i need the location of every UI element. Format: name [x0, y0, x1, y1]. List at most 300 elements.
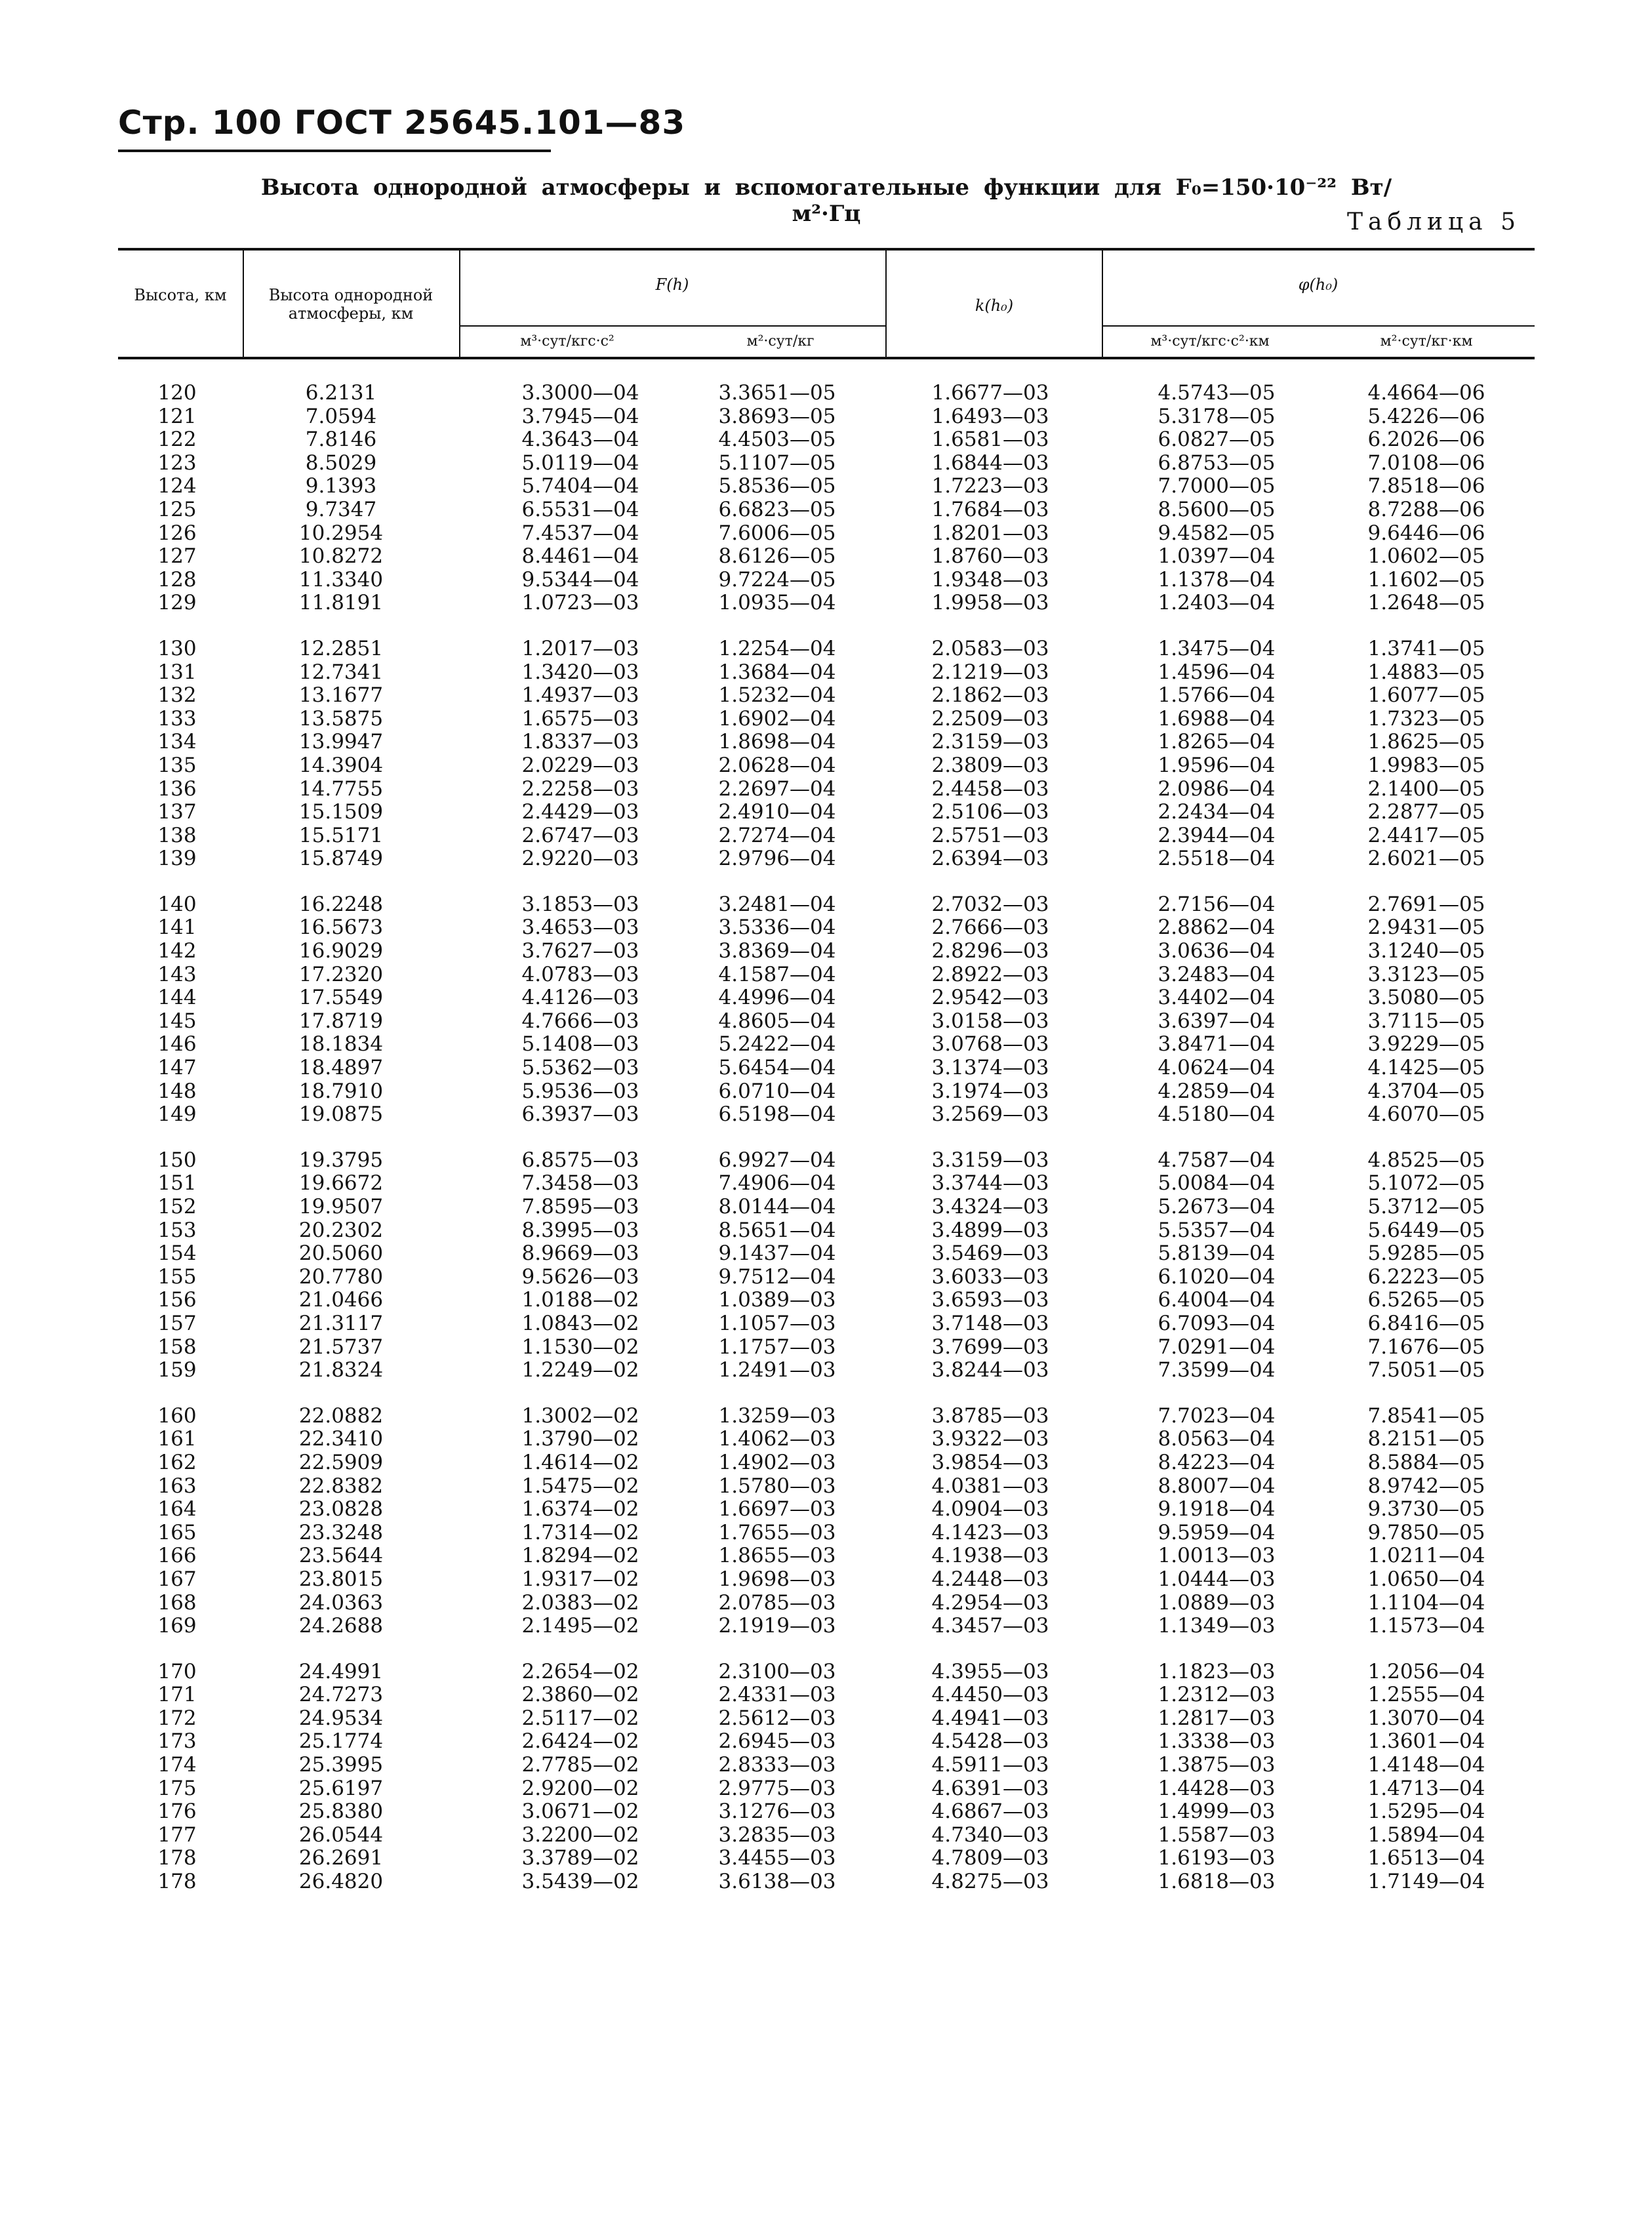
cell-homogeneous: 13.9947 — [298, 730, 384, 754]
cell-phi2: 1.4713—04 — [1367, 1776, 1485, 1800]
cell-height: 168 — [157, 1590, 197, 1615]
cell-f1: 1.0843—02 — [521, 1311, 639, 1335]
cell-height: 147 — [157, 1056, 197, 1080]
header-bottom-rule — [118, 357, 1535, 359]
cell-height: 159 — [157, 1358, 197, 1382]
cell-f1: 3.4653—03 — [521, 916, 639, 940]
cell-height: 123 — [157, 451, 197, 475]
cell-k: 4.5428—03 — [931, 1729, 1049, 1754]
cell-height: 129 — [157, 591, 197, 615]
cell-f1: 2.6424—02 — [521, 1729, 639, 1754]
cell-f2: 3.6138—03 — [718, 1870, 836, 1894]
table-row — [0, 1777, 1652, 1801]
table-row — [0, 963, 1652, 987]
cell-height: 127 — [157, 544, 197, 569]
subheader-rule-f — [459, 325, 885, 327]
table-row — [0, 498, 1652, 522]
cell-f2: 3.8693—05 — [718, 404, 836, 428]
cell-height: 121 — [157, 404, 197, 428]
cell-k: 4.1938—03 — [931, 1544, 1049, 1568]
cell-f2: 7.4906—04 — [718, 1171, 836, 1196]
cell-phi1: 9.1918—04 — [1158, 1497, 1276, 1521]
cell-k: 4.7809—03 — [931, 1846, 1049, 1870]
cell-phi1: 6.1020—04 — [1158, 1264, 1276, 1289]
cell-homogeneous: 19.3795 — [298, 1148, 384, 1172]
cell-phi2: 1.3741—05 — [1367, 636, 1485, 660]
cell-phi1: 1.0889—03 — [1158, 1590, 1276, 1615]
cell-phi2: 8.5884—05 — [1367, 1450, 1485, 1474]
table-row — [0, 637, 1652, 661]
cell-k: 4.4941—03 — [931, 1706, 1049, 1730]
cell-f1: 1.8337—03 — [521, 730, 639, 754]
cell-f2: 5.1107—05 — [718, 451, 836, 475]
cell-phi1: 1.9596—04 — [1158, 753, 1276, 777]
cell-phi2: 6.8416—05 — [1367, 1311, 1485, 1335]
table-row — [0, 1149, 1652, 1173]
cell-phi2: 4.6070—05 — [1367, 1102, 1485, 1127]
cell-homogeneous: 21.3117 — [298, 1311, 384, 1335]
cell-f2: 2.9775—03 — [718, 1776, 836, 1800]
cell-k: 4.1423—03 — [931, 1520, 1049, 1544]
cell-f2: 1.5780—03 — [718, 1474, 836, 1498]
cell-homogeneous: 16.9029 — [298, 939, 384, 963]
cell-height: 162 — [157, 1450, 197, 1474]
cell-k: 4.5911—03 — [931, 1753, 1049, 1777]
cell-height: 165 — [157, 1520, 197, 1544]
cell-f2: 1.6697—03 — [718, 1497, 836, 1521]
cell-phi2: 2.1400—05 — [1367, 776, 1485, 801]
cell-f2: 3.8369—04 — [718, 939, 836, 963]
cell-k: 4.3955—03 — [931, 1659, 1049, 1683]
cell-phi1: 9.4582—05 — [1158, 521, 1276, 545]
cell-phi1: 1.3475—04 — [1158, 636, 1276, 660]
cell-f1: 8.4461—04 — [521, 544, 639, 569]
cell-k: 1.8201—03 — [931, 521, 1049, 545]
table-row — [0, 1870, 1652, 1894]
cell-phi2: 8.2151—05 — [1367, 1427, 1485, 1451]
cell-f1: 1.0188—02 — [521, 1288, 639, 1312]
cell-phi2: 5.1072—05 — [1367, 1171, 1485, 1196]
cell-height: 166 — [157, 1544, 197, 1568]
cell-k: 2.5751—03 — [931, 823, 1049, 847]
cell-f2: 4.8605—04 — [718, 1009, 836, 1033]
cell-f1: 7.3458—03 — [521, 1171, 639, 1196]
cell-f1: 9.5626—03 — [521, 1264, 639, 1289]
cell-f2: 1.5232—04 — [718, 683, 836, 708]
cell-phi2: 1.2056—04 — [1367, 1659, 1485, 1683]
cell-f2: 2.4331—03 — [718, 1683, 836, 1707]
cell-k: 3.7148—03 — [931, 1311, 1049, 1335]
row-group — [0, 637, 1652, 871]
cell-f2: 9.1437—04 — [718, 1241, 836, 1266]
cell-f1: 3.1853—03 — [521, 892, 639, 916]
cell-k: 2.7032—03 — [931, 892, 1049, 916]
cell-homogeneous: 18.4897 — [298, 1056, 384, 1080]
cell-phi1: 2.2434—04 — [1158, 800, 1276, 824]
table-row — [0, 1336, 1652, 1359]
cell-height: 158 — [157, 1335, 197, 1359]
cell-f2: 1.4062—03 — [718, 1427, 836, 1451]
table-row — [0, 428, 1652, 452]
cell-homogeneous: 7.8146 — [305, 428, 377, 452]
cell-homogeneous: 8.5029 — [305, 451, 377, 475]
cell-phi1: 1.8265—04 — [1158, 730, 1276, 754]
table-row — [0, 1615, 1652, 1638]
cell-k: 3.1374—03 — [931, 1056, 1049, 1080]
table-row — [0, 1544, 1652, 1568]
cell-phi2: 2.4417—05 — [1367, 823, 1485, 847]
cell-f2: 6.6823—05 — [718, 497, 836, 521]
cell-f2: 3.4455—03 — [718, 1846, 836, 1870]
cell-phi2: 3.3123—05 — [1367, 962, 1485, 986]
cell-height: 175 — [157, 1776, 197, 1800]
cell-height: 172 — [157, 1706, 197, 1730]
cell-phi1: 3.4402—04 — [1158, 986, 1276, 1010]
cell-height: 153 — [157, 1218, 197, 1242]
cell-f1: 3.5439—02 — [521, 1870, 639, 1894]
cell-phi2: 5.4226—06 — [1367, 404, 1485, 428]
cell-phi2: 4.1425—05 — [1367, 1056, 1485, 1080]
cell-f1: 8.3995—03 — [521, 1218, 639, 1242]
cell-homogeneous: 21.8324 — [298, 1358, 384, 1382]
cell-phi1: 1.1378—04 — [1158, 567, 1276, 592]
cell-f2: 1.1757—03 — [718, 1335, 836, 1359]
cell-f2: 4.4996—04 — [718, 986, 836, 1010]
table-row — [0, 382, 1652, 405]
table-row — [0, 754, 1652, 778]
cell-height: 157 — [157, 1311, 197, 1335]
table-row — [0, 1475, 1652, 1499]
table-row — [0, 1428, 1652, 1451]
column-divider — [243, 249, 244, 357]
cell-phi2: 8.7288—06 — [1367, 497, 1485, 521]
table-row — [0, 940, 1652, 963]
cell-f2: 5.2422—04 — [718, 1032, 836, 1057]
cell-homogeneous: 17.5549 — [298, 986, 384, 1010]
table-row — [0, 569, 1652, 592]
cell-f2: 2.9796—04 — [718, 847, 836, 871]
cell-phi2: 1.2555—04 — [1367, 1683, 1485, 1707]
table-row — [0, 405, 1652, 429]
table-row — [0, 1800, 1652, 1824]
table-row — [0, 986, 1652, 1010]
table-title: Высота однородной атмосферы и вспомогательные функции для F₀=150·10⁻²² Вт/м²·Гц — [260, 174, 1392, 227]
cell-homogeneous: 22.5909 — [298, 1450, 384, 1474]
cell-f2: 2.8333—03 — [718, 1753, 836, 1777]
header-k: k(h₀) — [975, 296, 1014, 315]
page-header: Стр. 100 ГОСТ 25645.101—83 — [118, 104, 686, 142]
table-row — [0, 916, 1652, 940]
cell-phi2: 1.7149—04 — [1367, 1870, 1485, 1894]
cell-height: 148 — [157, 1079, 197, 1103]
cell-f2: 3.1276—03 — [718, 1800, 836, 1824]
cell-height: 124 — [157, 474, 197, 498]
cell-f2: 2.5612—03 — [718, 1706, 836, 1730]
cell-homogeneous: 7.0594 — [305, 404, 377, 428]
cell-f2: 3.3651—05 — [718, 381, 836, 405]
cell-phi2: 1.1573—04 — [1367, 1614, 1485, 1638]
cell-k: 3.8244—03 — [931, 1358, 1049, 1382]
cell-f2: 5.6454—04 — [718, 1056, 836, 1080]
cell-height: 161 — [157, 1427, 197, 1451]
cell-phi1: 3.2483—04 — [1158, 962, 1276, 986]
table-row — [0, 1847, 1652, 1870]
cell-f2: 1.2491—03 — [718, 1358, 836, 1382]
cell-f2: 1.2254—04 — [718, 636, 836, 660]
cell-phi2: 5.9285—05 — [1367, 1241, 1485, 1266]
cell-height: 143 — [157, 962, 197, 986]
cell-phi1: 4.7587—04 — [1158, 1148, 1276, 1172]
header-f: F(h) — [655, 275, 689, 294]
cell-k: 1.6581—03 — [931, 428, 1049, 452]
cell-phi2: 1.5894—04 — [1367, 1822, 1485, 1847]
cell-phi2: 5.3712—05 — [1367, 1195, 1485, 1218]
cell-f2: 1.8655—03 — [718, 1544, 836, 1568]
cell-k: 3.6593—03 — [931, 1288, 1049, 1312]
cell-f2: 2.7274—04 — [718, 823, 836, 847]
table-row — [0, 1103, 1652, 1127]
cell-homogeneous: 12.2851 — [298, 636, 384, 660]
cell-height: 160 — [157, 1403, 197, 1428]
header-f-unit1: м³·сут/кгс·с² — [520, 333, 614, 350]
cell-height: 156 — [157, 1288, 197, 1312]
cell-phi2: 1.6513—04 — [1367, 1846, 1485, 1870]
cell-phi1: 7.7000—05 — [1158, 474, 1276, 498]
cell-k: 4.4450—03 — [931, 1683, 1049, 1707]
cell-f1: 5.7404—04 — [521, 474, 639, 498]
cell-f2: 1.6902—04 — [718, 706, 836, 731]
cell-height: 138 — [157, 823, 197, 847]
cell-phi1: 7.0291—04 — [1158, 1335, 1276, 1359]
cell-homogeneous: 21.0466 — [298, 1288, 384, 1312]
cell-f2: 2.2697—04 — [718, 776, 836, 801]
cell-k: 3.4899—03 — [931, 1218, 1049, 1242]
cell-phi2: 1.3601—04 — [1367, 1729, 1485, 1754]
cell-f1: 1.1530—02 — [521, 1335, 639, 1359]
cell-phi1: 3.8471—04 — [1158, 1032, 1276, 1057]
cell-phi2: 9.6446—06 — [1367, 521, 1485, 545]
cell-k: 2.8922—03 — [931, 962, 1049, 986]
subheader-rule-phi — [1102, 325, 1535, 327]
cell-f1: 5.5362—03 — [521, 1056, 639, 1080]
cell-phi1: 1.0444—03 — [1158, 1567, 1276, 1591]
table-row — [0, 1196, 1652, 1219]
cell-f1: 1.4937—03 — [521, 683, 639, 708]
cell-k: 2.2509—03 — [931, 706, 1049, 731]
cell-height: 140 — [157, 892, 197, 916]
cell-phi1: 2.7156—04 — [1158, 892, 1276, 916]
cell-height: 171 — [157, 1683, 197, 1707]
cell-homogeneous: 22.3410 — [298, 1427, 384, 1451]
cell-k: 2.3159—03 — [931, 730, 1049, 754]
cell-phi1: 1.4999—03 — [1158, 1800, 1276, 1824]
cell-k: 2.0583—03 — [931, 636, 1049, 660]
cell-f1: 1.3420—03 — [521, 660, 639, 684]
cell-phi2: 9.7850—05 — [1367, 1520, 1485, 1544]
header-phi: φ(h₀) — [1298, 275, 1339, 294]
table-row — [0, 1405, 1652, 1428]
cell-k: 4.2448—03 — [931, 1567, 1049, 1591]
table-row — [0, 847, 1652, 871]
cell-f2: 1.0389—03 — [718, 1288, 836, 1312]
cell-k: 1.6844—03 — [931, 451, 1049, 475]
cell-height: 151 — [157, 1171, 197, 1196]
cell-phi1: 8.5600—05 — [1158, 497, 1276, 521]
cell-homogeneous: 26.4820 — [298, 1870, 384, 1894]
cell-phi1: 2.3944—04 — [1158, 823, 1276, 847]
cell-height: 130 — [157, 636, 197, 660]
cell-f1: 4.0783—03 — [521, 962, 639, 986]
cell-f1: 1.9317—02 — [521, 1567, 639, 1591]
cell-phi1: 2.8862—04 — [1158, 916, 1276, 940]
cell-height: 149 — [157, 1102, 197, 1127]
cell-phi1: 1.2403—04 — [1158, 591, 1276, 615]
cell-phi1: 1.5766—04 — [1158, 683, 1276, 708]
cell-phi2: 1.1602—05 — [1367, 567, 1485, 592]
cell-phi2: 1.2648—05 — [1367, 591, 1485, 615]
table-row — [0, 1242, 1652, 1266]
header-homogeneous-height: Высота однородной атмосферы, км — [268, 286, 433, 323]
cell-phi1: 5.0084—04 — [1158, 1171, 1276, 1196]
table-row — [0, 731, 1652, 754]
column-divider — [1102, 249, 1103, 357]
header-phi-unit2: м²·сут/кг·км — [1380, 333, 1473, 350]
cell-phi2: 7.1676—05 — [1367, 1335, 1485, 1359]
cell-k: 1.8760—03 — [931, 544, 1049, 569]
cell-phi2: 1.0650—04 — [1367, 1567, 1485, 1591]
cell-k: 4.0381—03 — [931, 1474, 1049, 1498]
cell-phi2: 8.9742—05 — [1367, 1474, 1485, 1498]
cell-phi1: 3.6397—04 — [1158, 1009, 1276, 1033]
cell-phi1: 7.7023—04 — [1158, 1403, 1276, 1428]
cell-f1: 3.3000—04 — [521, 381, 639, 405]
cell-k: 3.0768—03 — [931, 1032, 1049, 1057]
cell-phi2: 1.0211—04 — [1367, 1544, 1485, 1568]
cell-height: 178 — [157, 1870, 197, 1894]
table-row — [0, 1592, 1652, 1615]
cell-homogeneous: 10.2954 — [298, 521, 384, 545]
cell-f2: 1.3684—04 — [718, 660, 836, 684]
cell-homogeneous: 16.5673 — [298, 916, 384, 940]
cell-phi1: 1.6193—03 — [1158, 1846, 1276, 1870]
cell-f1: 2.6747—03 — [521, 823, 639, 847]
cell-f1: 1.3002—02 — [521, 1403, 639, 1428]
cell-f2: 8.6126—05 — [718, 544, 836, 569]
cell-phi1: 2.5518—04 — [1158, 847, 1276, 871]
table-row — [0, 1568, 1652, 1592]
table-row — [0, 1824, 1652, 1847]
cell-height: 150 — [157, 1148, 197, 1172]
cell-f1: 2.7785—02 — [521, 1753, 639, 1777]
cell-phi1: 1.5587—03 — [1158, 1822, 1276, 1847]
cell-f2: 1.0935—04 — [718, 591, 836, 615]
cell-phi1: 1.3875—03 — [1158, 1753, 1276, 1777]
cell-k: 3.9854—03 — [931, 1450, 1049, 1474]
cell-homogeneous: 13.1677 — [298, 683, 384, 708]
cell-homogeneous: 25.6197 — [298, 1776, 384, 1800]
table-row — [0, 1707, 1652, 1731]
table-row — [0, 475, 1652, 498]
cell-phi2: 3.9229—05 — [1367, 1032, 1485, 1057]
table-row — [0, 1661, 1652, 1684]
cell-f1: 6.3937—03 — [521, 1102, 639, 1127]
cell-k: 2.1862—03 — [931, 683, 1049, 708]
cell-height: 139 — [157, 847, 197, 871]
cell-f1: 1.5475—02 — [521, 1474, 639, 1498]
cell-phi1: 5.8139—04 — [1158, 1241, 1276, 1266]
cell-homogeneous: 9.1393 — [305, 474, 377, 498]
cell-k: 2.8296—03 — [931, 939, 1049, 963]
cell-f2: 1.4902—03 — [718, 1450, 836, 1474]
cell-k: 4.6867—03 — [931, 1800, 1049, 1824]
cell-f2: 7.6006—05 — [718, 521, 836, 545]
cell-f1: 6.8575—03 — [521, 1148, 639, 1172]
cell-phi2: 2.2877—05 — [1367, 800, 1485, 824]
cell-phi2: 4.8525—05 — [1367, 1148, 1485, 1172]
cell-homogeneous: 20.2302 — [298, 1218, 384, 1242]
cell-f2: 3.2481—04 — [718, 892, 836, 916]
cell-k: 3.4324—03 — [931, 1195, 1049, 1218]
cell-phi1: 1.6818—03 — [1158, 1870, 1276, 1894]
cell-homogeneous: 26.0544 — [298, 1822, 384, 1847]
cell-f1: 2.1495—02 — [521, 1614, 639, 1638]
cell-height: 178 — [157, 1846, 197, 1870]
cell-phi1: 4.2859—04 — [1158, 1079, 1276, 1103]
cell-f1: 3.2200—02 — [521, 1822, 639, 1847]
cell-f2: 2.4910—04 — [718, 800, 836, 824]
cell-k: 3.1974—03 — [931, 1079, 1049, 1103]
cell-phi1: 6.7093—04 — [1158, 1311, 1276, 1335]
cell-phi1: 5.3178—05 — [1158, 404, 1276, 428]
cell-height: 169 — [157, 1614, 197, 1638]
cell-k: 1.6493—03 — [931, 404, 1049, 428]
cell-f2: 3.2835—03 — [718, 1822, 836, 1847]
cell-k: 2.6394—03 — [931, 847, 1049, 871]
cell-phi1: 3.0636—04 — [1158, 939, 1276, 963]
cell-phi2: 2.7691—05 — [1367, 892, 1485, 916]
cell-f2: 2.3100—03 — [718, 1659, 836, 1683]
cell-f2: 3.5336—04 — [718, 916, 836, 940]
table-row — [0, 1172, 1652, 1196]
cell-k: 2.1219—03 — [931, 660, 1049, 684]
cell-homogeneous: 9.7347 — [305, 497, 377, 521]
cell-f1: 4.7666—03 — [521, 1009, 639, 1033]
cell-homogeneous: 22.8382 — [298, 1474, 384, 1498]
cell-f2: 8.5651—04 — [718, 1218, 836, 1242]
cell-phi1: 1.3338—03 — [1158, 1729, 1276, 1754]
cell-phi1: 2.0986—04 — [1158, 776, 1276, 801]
cell-k: 4.3457—03 — [931, 1614, 1049, 1638]
cell-f1: 4.4126—03 — [521, 986, 639, 1010]
header-f-unit2: м²·сут/кг — [746, 333, 815, 350]
cell-f2: 1.3259—03 — [718, 1403, 836, 1428]
cell-phi1: 1.6988—04 — [1158, 706, 1276, 731]
cell-f1: 7.4537—04 — [521, 521, 639, 545]
table-row — [0, 661, 1652, 685]
cell-homogeneous: 24.4991 — [298, 1659, 384, 1683]
table-row — [0, 1266, 1652, 1289]
cell-k: 1.7223—03 — [931, 474, 1049, 498]
cell-phi2: 1.3070—04 — [1367, 1706, 1485, 1730]
cell-f1: 5.9536—03 — [521, 1079, 639, 1103]
cell-f1: 8.9669—03 — [521, 1241, 639, 1266]
table-row — [0, 1498, 1652, 1521]
cell-phi2: 7.8541—05 — [1367, 1403, 1485, 1428]
cell-height: 146 — [157, 1032, 197, 1057]
cell-phi1: 1.1349—03 — [1158, 1614, 1276, 1638]
column-divider — [459, 249, 460, 357]
cell-phi2: 3.1240—05 — [1367, 939, 1485, 963]
